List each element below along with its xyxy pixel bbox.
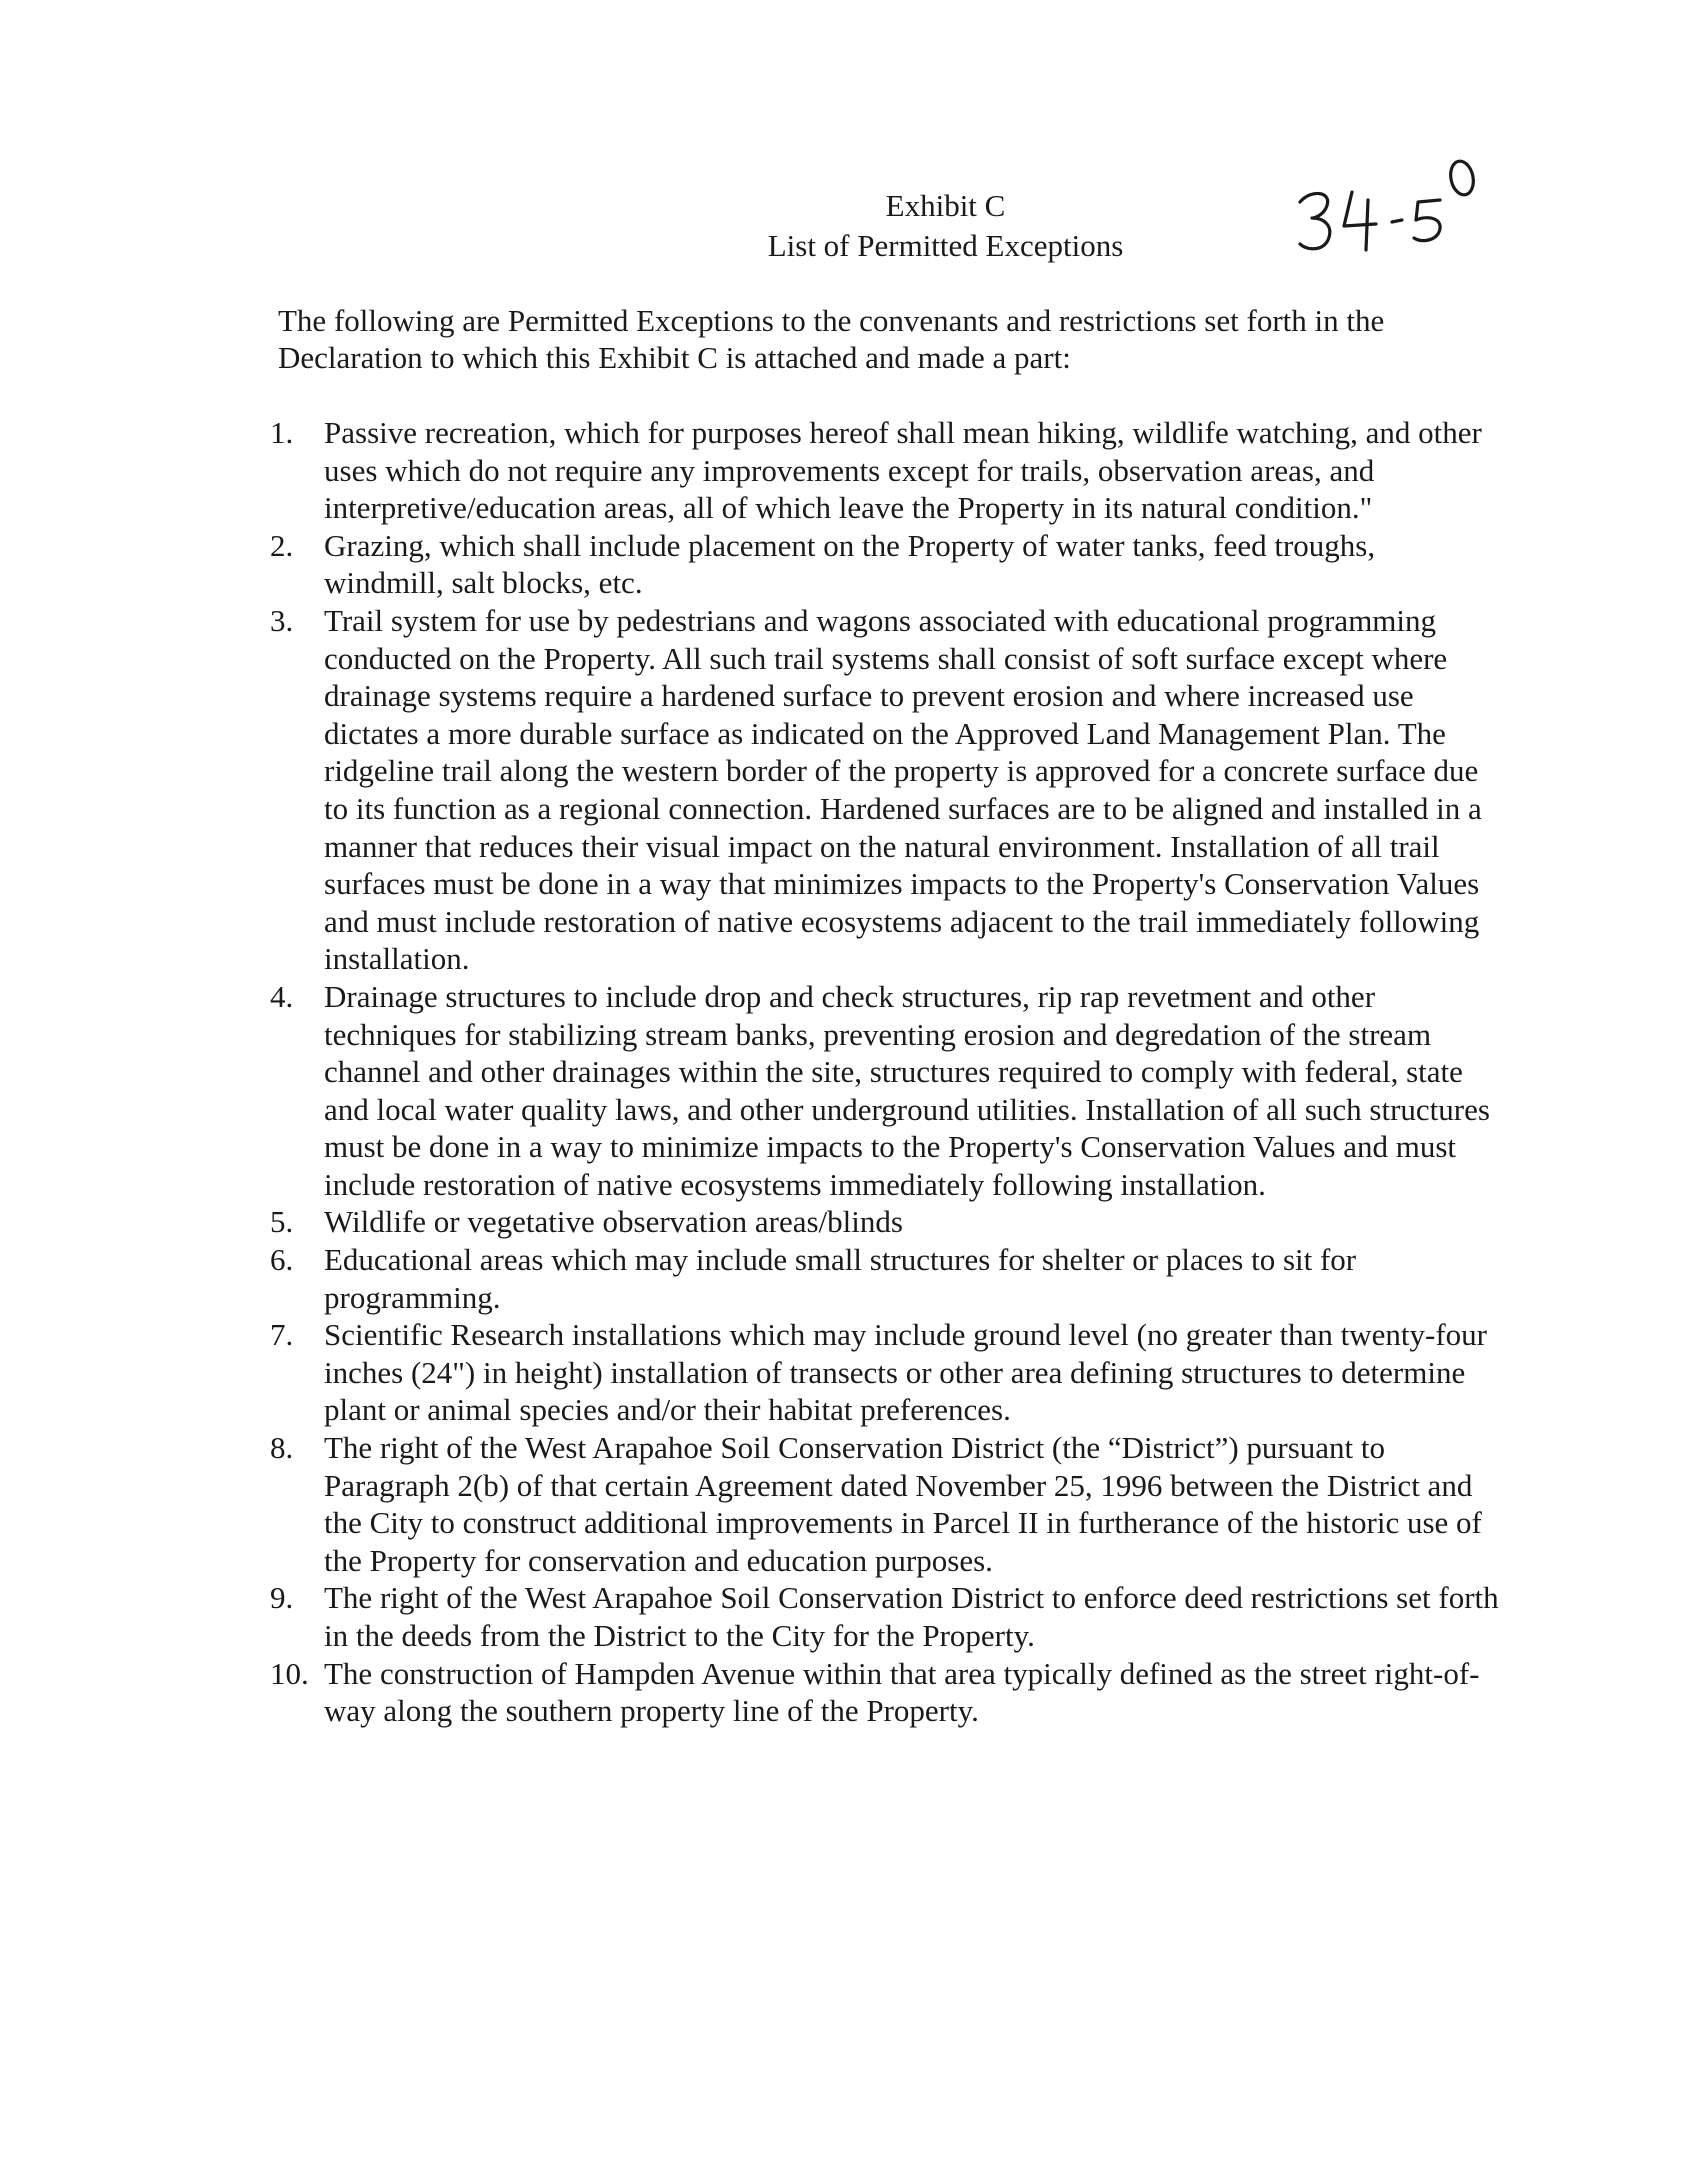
exhibit-title: Exhibit C xyxy=(885,188,1006,223)
item-text: Educational areas which may include small structures for shelter or places to sit for programming. xyxy=(324,1242,1357,1315)
item-number: 1. xyxy=(270,415,294,450)
item-text: Drainage structures to include drop and check structures, rip rap revetment and other techniques for stabilizing stream banks, preventing erosion and degredation of the stream channel and other drainages within the site, structures required to comply with federal, state and local water quality laws, and other underground utilities. Installation of all such structures must be done in a way to minimize impacts to the Property's Conservation Values and must include restoration of native ecosystems immediately following installation. xyxy=(324,978,1490,1202)
item-number: 5. xyxy=(270,1204,294,1240)
item-text: Grazing, which shall include placement on the Property of water tanks, feed troughs, windmill, salt blocks, etc. xyxy=(324,527,1376,601)
item-number: 8. xyxy=(270,1430,294,1466)
item-number: 6. xyxy=(270,1242,294,1278)
item-number: 7. xyxy=(270,1317,294,1353)
list-item xyxy=(270,414,1500,527)
item-text: The right of the West Arapahoe Soil Conservation District to enforce deed restrictions set forth in the deeds from the District to the City for the Property. xyxy=(324,1580,1499,1653)
list-item xyxy=(270,978,1500,1204)
list-item xyxy=(270,1429,1500,1579)
list-item xyxy=(270,602,1500,978)
exhibit-subtitle: List of Permitted Exceptions xyxy=(767,228,1124,263)
item-text: Scientific Research installations which may include ground level (no greater than twenty-four inches (24") in height) installation of transects or other area defining structures to determine plant or animal species and/or their habitat preferences. xyxy=(324,1317,1487,1428)
item-number: 3. xyxy=(270,602,294,638)
item-text: The construction of Hampden Avenue within that area typically defined as the street right-of-way along the southern property line of the Property. xyxy=(324,1655,1480,1729)
list-item xyxy=(270,1655,1500,1730)
item-number: 10. xyxy=(270,1655,309,1691)
exceptions-list xyxy=(270,414,1500,1730)
item-number: 2. xyxy=(270,527,294,563)
list-item xyxy=(270,1203,1500,1241)
list-item xyxy=(270,527,1500,602)
list-item xyxy=(270,1579,1500,1654)
list-item xyxy=(270,1316,1500,1429)
item-text: Wildlife or vegetative observation areas/blinds xyxy=(324,1204,903,1240)
handwritten-note xyxy=(1290,150,1490,260)
item-text: Passive recreation, which for purposes hereof shall mean hiking, wildlife watching, and other uses which do not require any improvements except for trails, observation areas, and interpretive/education areas, all of which leave the Property in its natural condition." xyxy=(324,415,1482,526)
item-number: 4. xyxy=(270,978,294,1014)
item-text: The right of the West Arapahoe Soil Conservation District (the “District”) pursuant to Paragraph 2(b) of that certain Agreement dated November 25, 1996 between the District and the City to construct additional improvements in Parcel II in furtherance of the historic use of the Property for conservation and education purposes. xyxy=(324,1430,1482,1578)
item-text: Trail system for use by pedestrians and wagons associated with educational programming conducted on the Property. All such trail systems shall consist of soft surface except where drainage systems require a hardened surface to prevent erosion and where increased use dictates a more durable surface as indicated on the Approved Land Management Plan. The ridgeline trail along the western border of the property is approved for a concrete surface due to its function as a regional connection. Hardened surfaces are to be aligned and installed in a manner that reduces their visual impact on the natural environment. Installation of all trail surfaces must be done in a way that minimizes impacts to the Property's Conservation Values and must include restoration of native ecosystems adjacent to the trail immediately following installation. xyxy=(324,602,1482,977)
item-number: 9. xyxy=(270,1580,294,1616)
list-item xyxy=(270,1241,1500,1316)
intro-paragraph: The following are Permitted Exceptions to the convenants and restrictions set forth in the Declaration to which this Exhibit C is attached and made a part: xyxy=(278,303,1385,375)
